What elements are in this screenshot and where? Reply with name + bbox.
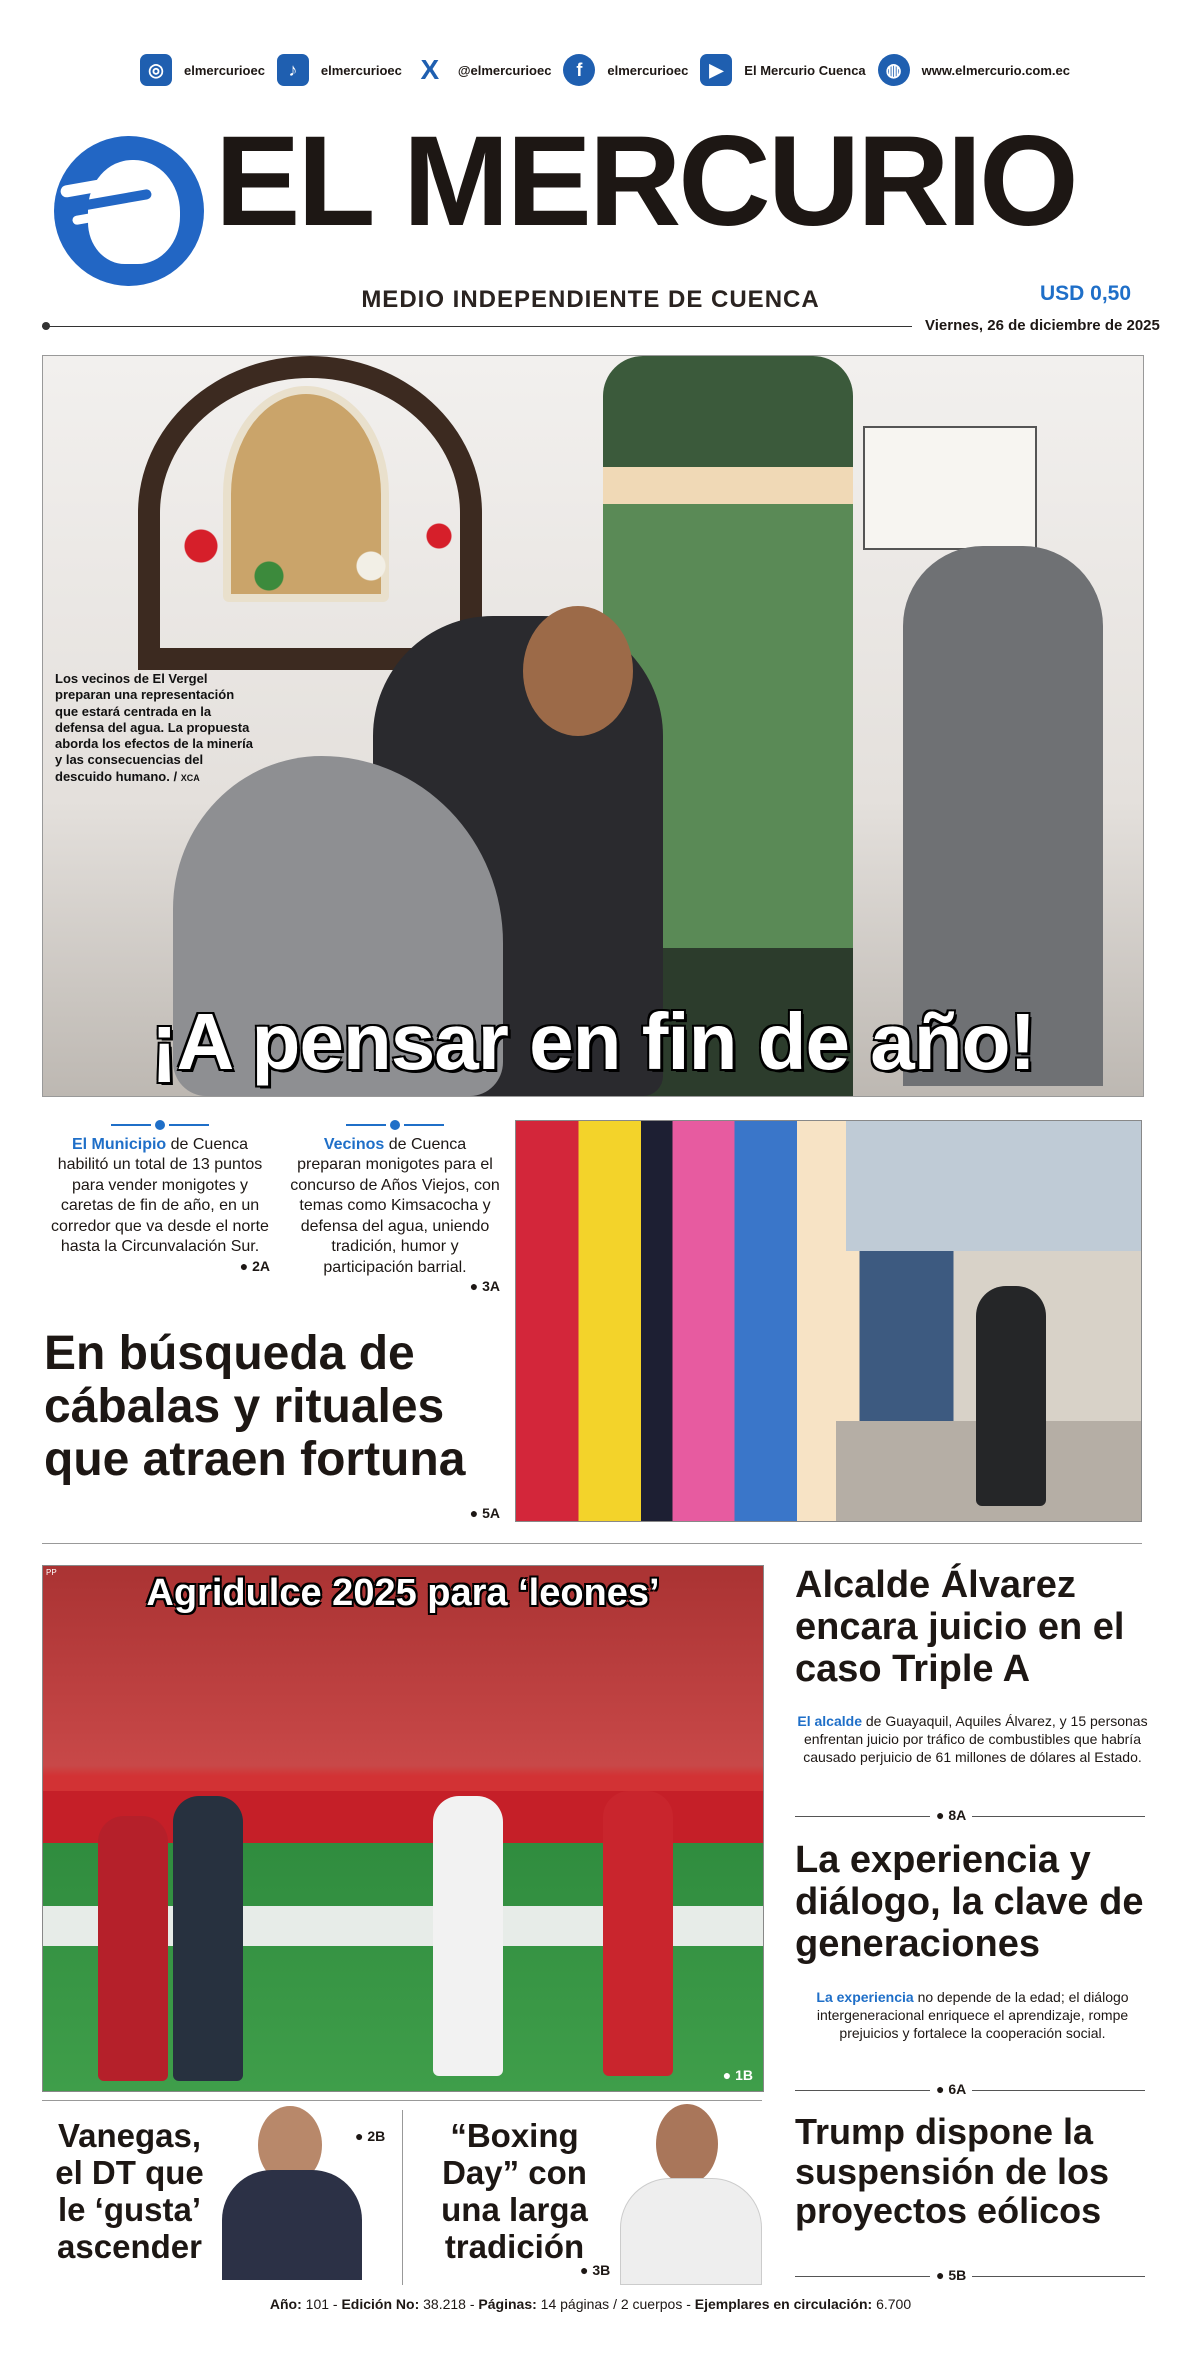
story-alvarez-headline[interactable]: Alcalde Álvarez encara juicio en el caso Triple A [795,1564,1125,1690]
cabalas-page-ref: ● 5A [469,1505,500,1521]
social-link-globe[interactable] [878,54,1070,86]
story-alvarez-page-ref: ● 8A [930,1807,972,1823]
story-experiencia-headline[interactable]: La experiencia y diálogo, la clave de generaciones [795,1839,1144,1965]
brief-ornament [290,1115,500,1135]
social-label: elmercurioec [320,62,402,78]
social-link-facebook[interactable] [563,54,688,86]
brief-text: Vecinos de Cuenca preparan monigotes para el concurso de Años Viejos, con temas como Kimsacocha y defensa del agua, uniendo tradición, humor y participación barrial. [290,1136,500,1276]
brief-text: El Municipio de Cuenca habilitó un total de 13 puntos para vender monigotes y caretas de fin de año, en un corredor que va desde el norte hasta la Circunvalación Sur. [51,1136,269,1256]
boxing-page-ref: ● 3B [580,2262,611,2278]
boxing-player-photo [620,2098,760,2283]
social-link-youtube[interactable] [700,54,865,86]
x-icon: X [420,54,440,85]
story-trump-headline[interactable]: Trump dispone la suspensión de los proyectos eólicos [795,2111,1110,2232]
newspaper-subtitle: MEDIO INDEPENDIENTE DE CUENCA [361,286,820,313]
sports-page-ref: ● 1B [722,2067,753,2083]
brief-vecinos[interactable] [290,1115,500,1294]
rule-dot [42,322,50,330]
coach-figure [173,1796,243,2081]
social-label: www.elmercurio.com.ec [921,62,1070,78]
brief-page-ref: ● 2A [239,1257,270,1274]
social-label: El Mercurio Cuenca [744,62,866,78]
social-link-instagram[interactable] [140,54,265,86]
flowers [133,506,473,606]
boxing-headline[interactable]: “Boxing Day” con una larga tradición [441,2117,588,2265]
brief-ornament [50,1115,270,1135]
vanegas-photo [218,2098,368,2280]
social-bar [140,48,1070,92]
hero-caption-credit: XCA [180,772,200,783]
social-label: @elmercurioec [457,62,552,78]
sports-headline[interactable]: Agridulce 2025 para ‘leones’ [146,1572,660,1614]
social-link-x[interactable] [414,54,552,86]
social-link-tiktok[interactable] [277,54,402,86]
brief-page-ref: ● 3A [469,1278,500,1295]
price: USD 0,50 [1040,282,1132,305]
story-trump-page-ref: ● 5B [930,2267,972,2283]
column-divider [402,2110,403,2285]
wall-poster [863,426,1037,550]
vanegas-headline[interactable]: Vanegas, el DT que le ‘gusta’ ascender [55,2117,204,2265]
player-figure [603,1791,673,2076]
hero-headline: ¡A pensar en fin de año! [150,997,1036,1086]
coach-figure [433,1796,503,2076]
social-label: elmercurioec [607,62,689,78]
newspaper-title: EL MERCURIO [215,110,1076,253]
instagram-icon: ◎ [140,54,172,86]
shopper-figure [976,1286,1046,1506]
story-experiencia-text: La experiencia no depende de la edad; el diálogo intergeneracional enriquece el aprendizaje, rompe prejuicios y fortalece la cooperación social. [816,1989,1129,2042]
story-experiencia-page-ref: ● 6A [930,2081,972,2097]
brief-municipio[interactable] [50,1115,270,1274]
hero-photo [42,355,1144,1097]
youtube-icon: ▶ [700,54,732,86]
vanegas-page-ref: ● 2B [355,2128,386,2144]
artisan-head [523,606,633,736]
mercury-logo-icon [54,136,204,286]
player-figure [98,1816,168,2081]
issue-date: Viernes, 26 de diciembre de 2025 [925,317,1160,334]
edition-footer: Año: 101 - Edición No: 38.218 - Páginas: 14 páginas / 2 cuerpos - Ejemplares en circulación: 6.700 [269,2296,912,2312]
photo-credit: PP [46,1568,57,1577]
tiktok-icon: ♪ [277,54,309,86]
cabalas-headline[interactable]: En búsqueda de cábalas y rituales que atraen fortuna [44,1327,466,1486]
hero-caption: Los vecinos de El Vergel preparan una representación que estará centrada en la defensa del agua. La propuesta aborda los efectos de la minería y las consecuencias del descuido humano. / XCA [55,671,253,784]
sports-photo [42,1565,764,2092]
section-divider [42,1543,1142,1544]
story-alvarez-text: El alcalde de Guayaquil, Aquiles Álvarez, y 15 personas enfrentan juicio por tráfico de combustibles que habría causado perjuicio de 61 millones de dólares al Estado. [797,1713,1148,1766]
market-photo [515,1120,1142,1522]
facebook-icon: f [563,54,595,86]
globe-icon: ◍ [878,54,910,86]
social-label: elmercurioec [184,62,265,78]
date-rule [42,326,912,327]
